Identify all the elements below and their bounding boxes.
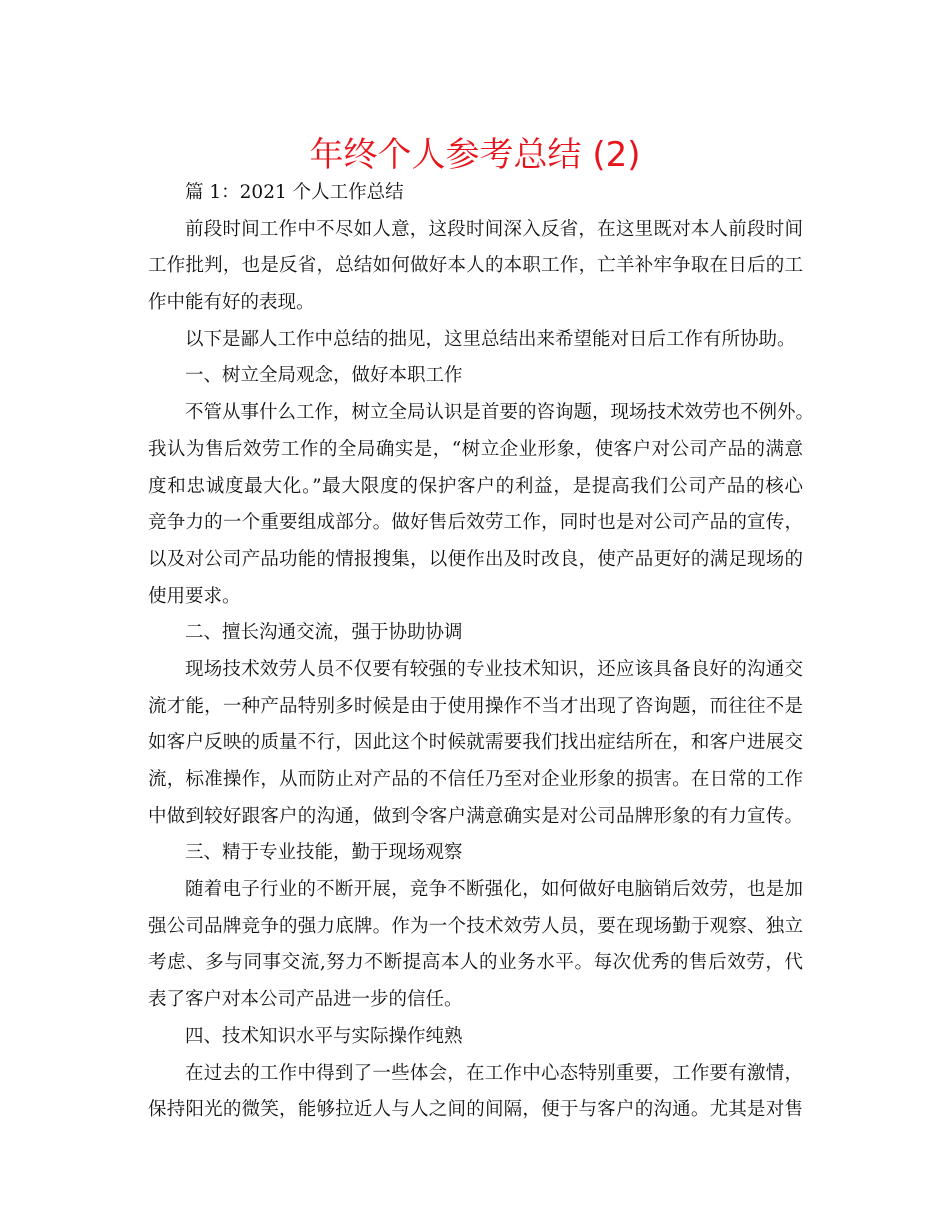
paragraph-line: 工作批判，也是反省，总结如何做好本人的本职工作，亡羊补牢争取在日后的工 [148, 255, 803, 277]
paragraph-line: 我认为售后效劳工作的全局确实是，“树立企业形象，使客户对公司产品的满意 [148, 438, 803, 460]
paragraph-line: 考虑、多与同事交流,努力不断提高本人的业务水平。每次优秀的售后效劳，代 [148, 952, 803, 974]
paragraph-line: 如客户反映的质量不行，因此这个时候就需要我们找出症结所在，和客户进展交 [148, 732, 803, 754]
section-heading: 四、技术知识水平与实际操作纯熟 [185, 1025, 463, 1047]
paragraph-line: 流，标准操作，从而防止对产品的不信任乃至对企业形象的损害。在日常的工作 [148, 769, 803, 790]
paragraph-line: 随着电子行业的不断开展，竞争不断强化，如何做好电脑销后效劳，也是加 [185, 879, 803, 901]
paragraph-line: 保持阳光的微笑，能够拉近人与人之间的间隔，便于与客户的沟通。尤其是对售 [148, 1099, 803, 1121]
paragraph-line: 前段时间工作中不尽如人意，这段时间深入反省，在这里既对本人前段时间 [185, 218, 803, 240]
section-heading: 一、树立全局观念，做好本职工作 [185, 365, 463, 387]
paragraph-line: 表了客户对本公司产品进一步的信任。 [148, 989, 463, 1011]
document-title: 年终个人参考总结 (2) [309, 135, 641, 175]
section-heading: 二、擅长沟通交流，强于协助协调 [185, 622, 463, 644]
paragraph-line: 流才能，一种产品特别多时候是由于使用操作不当才出现了咨询题，而往往不是 [148, 695, 803, 717]
paragraph-line: 竞争力的一个重要组成部分。做好售后效劳工作，同时也是对公司产品的宣传， [148, 512, 803, 534]
paragraph-line: 度和忠诚度最大化。”最大限度的保护客户的利益，是提高我们公司产品的核心 [148, 475, 803, 497]
section-heading: 篇 1：2021 个人工作总结 [185, 182, 404, 203]
section-heading: 三、精于专业技能，勤于现场观察 [185, 842, 463, 864]
paragraph-line: 在过去的工作中得到了一些体会，在工作中心态特别重要，工作要有激情， [185, 1062, 803, 1084]
paragraph-line: 强公司品牌竞争的强力底牌。作为一个技术效劳人员，要在现场勤于观察、独立 [148, 915, 803, 937]
paragraph-line: 以及对公司产品功能的情报搜集，以便作出及时改良，使产品更好的满足现场的 [148, 548, 803, 570]
paragraph-line: 以下是鄙人工作中总结的拙见，这里总结出来希望能对日后工作有所协助。 [185, 328, 796, 350]
paragraph-line: 不管从事什么工作，树立全局认识是首要的咨询题，现场技术效劳也不例外。 [185, 402, 815, 424]
paragraph-line: 现场技术效劳人员不仅要有较强的专业技术知识，还应该具备良好的沟通交 [185, 658, 803, 680]
paragraph-line: 中做到较好跟客户的沟通，做到令客户满意确实是对公司品牌形象的有力宣传。 [148, 805, 803, 827]
document-body [148, 175, 815, 1129]
paragraph-line: 使用要求。 [148, 585, 241, 607]
paragraph-line: 作中能有好的表现。 [148, 292, 315, 314]
